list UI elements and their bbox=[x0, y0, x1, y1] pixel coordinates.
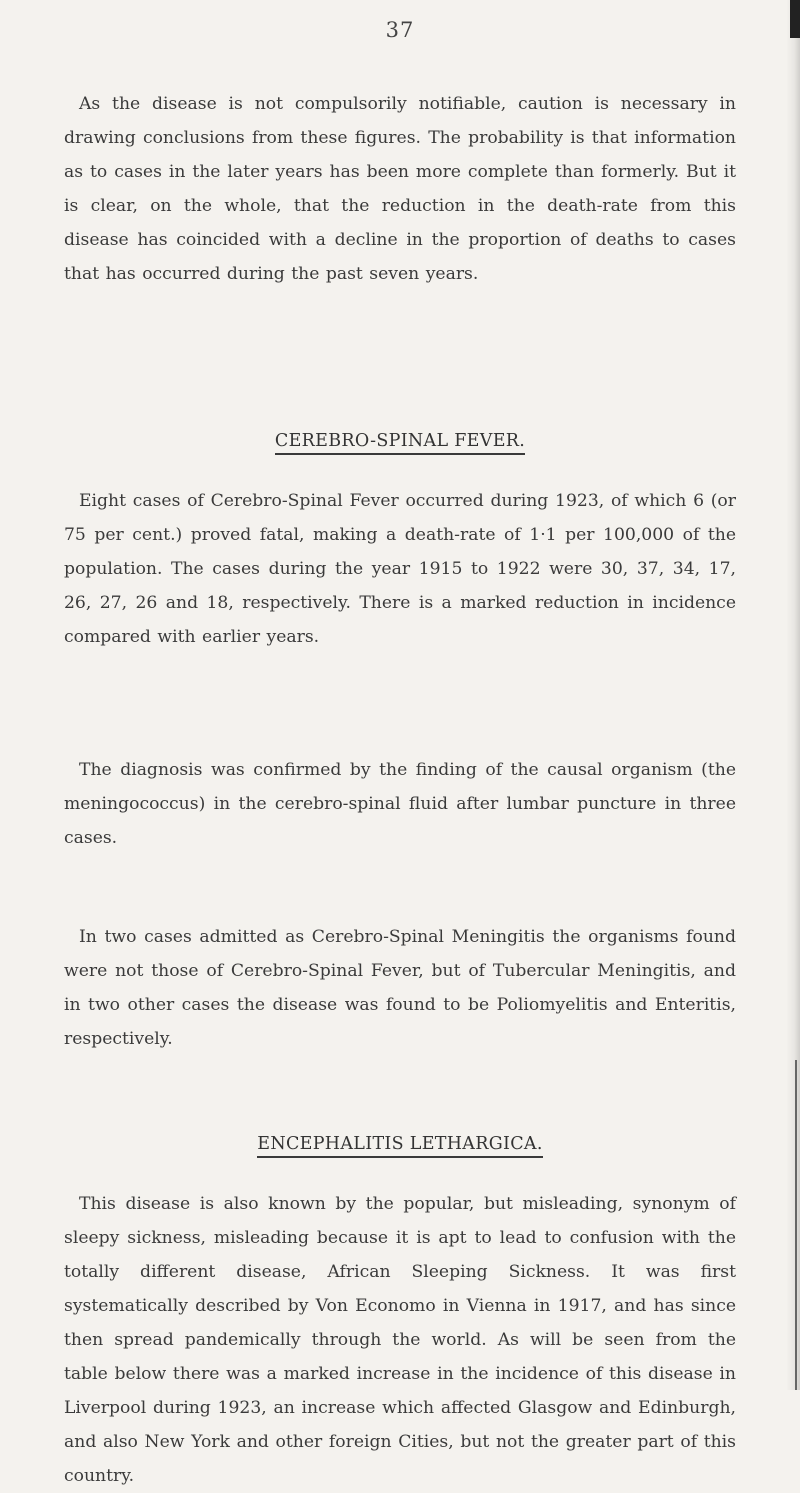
page-number: 37 bbox=[385, 18, 415, 42]
corner-mark bbox=[790, 0, 800, 38]
section-heading-encephalitis-lethargica bbox=[0, 1133, 800, 1158]
section-heading-cerebro-spinal-fever bbox=[0, 430, 800, 455]
heading-text: ENCEPHALITIS LETHARGICA. bbox=[257, 1133, 542, 1158]
heading-text: CEREBRO-SPINAL FEVER. bbox=[275, 430, 525, 455]
paragraph-encephalitis-description: This disease is also known by the popular, but misleading, synonym of sleepy sickness, misleading because it is apt to lead to confusion with the totally different disease, African Sleeping Sickness. It was first systematically described by Von Economo in Vienna in 1917, and has since then spread pandemically through the world. As will be seen from the table below there was a marked increase in the incidence of this disease in Liverpool during 1923, an increase which affected Glasgow and Edinburgh, and also New York and other foreign Cities, but not the greater part of this country. bbox=[64, 1194, 736, 1486]
paragraph-meningitis-cases: In two cases admitted as Cerebro-Spinal Meningitis the organisms found were not those of Cerebro-Spinal Fever, but of Tubercular Meningitis, and in two other cases the disease was found to be Poliomyelitis and Enteritis, respectively. bbox=[64, 927, 736, 1049]
paragraph-notifiable-caution: As the disease is not compulsorily notifiable, caution is necessary in drawing conclusions from these figures. The probability is that information as to cases in the later years has been more complete than formerly. But it is clear, on the whole, that the reduction in the death-rate from this disease has coincided with a decline in the proportion of deaths to cases that has occurred during the past seven years. bbox=[64, 94, 736, 284]
paragraph-cerebro-spinal-cases: Eight cases of Cerebro-Spinal Fever occurred during 1923, of which 6 (or 75 per cent.) proved fatal, making a death-rate of 1·1 per 100,000 of the population. The cases during the year 1915 to 1922 were 30, 37, 34, 17, 26, 27, 26 and 18, respectively. There is a marked reduction in incidence compared with earlier years. bbox=[64, 491, 736, 647]
page-edge-shadow bbox=[786, 0, 800, 1390]
page-edge-line bbox=[795, 1060, 797, 1390]
paragraph-diagnosis: The diagnosis was confirmed by the finding of the causal organism (the meningococcus) in the cerebro-spinal fluid after lumbar puncture in three cases. bbox=[64, 760, 736, 848]
